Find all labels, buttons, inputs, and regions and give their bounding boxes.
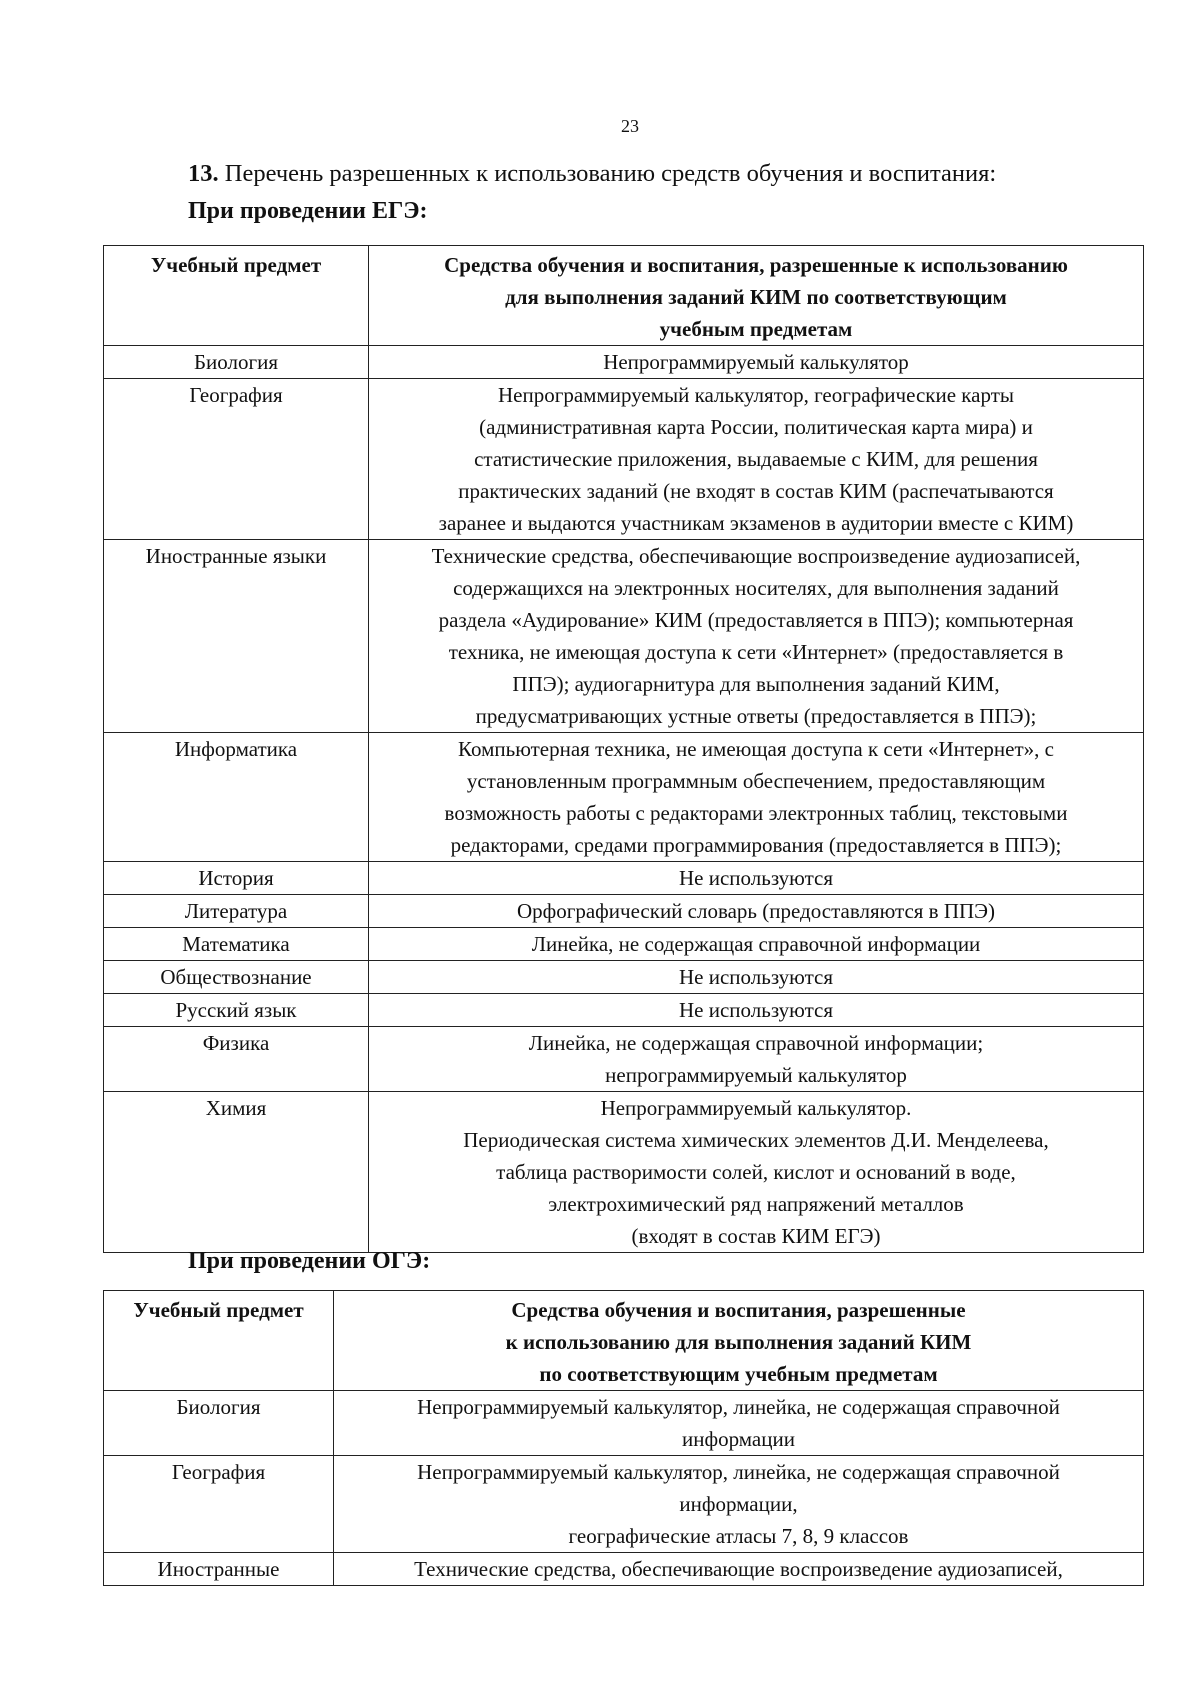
subject-cell: Русский язык [104,994,369,1027]
oge-col-tools: Средства обучения и воспитания, разрешенные к использованию для выполнения заданий КИМ по соответствующим учебным предметам [334,1291,1144,1391]
table-row [104,1092,1144,1253]
tools-cell: Не используются [369,994,1144,1027]
table-row [104,1553,1144,1586]
subject-cell: Химия [104,1092,369,1253]
oge-header-row [104,1291,1144,1391]
subject-cell: География [104,379,369,540]
table-row [104,1027,1144,1092]
oge-col-subject: Учебный предмет [104,1291,334,1391]
tools-cell: Линейка, не содержащая справочной информации; непрограммируемый калькулятор [369,1027,1144,1092]
page-number: 23 [621,116,639,136]
subject-cell: Обществознание [104,961,369,994]
section-number: 13. [188,160,219,187]
tools-cell: Непрограммируемый калькулятор, географические карты (административная карта России, политическая карта мира) и статистические приложения, выдаваемые с КИМ, для решения практических заданий (не входят в состав КИМ (распечатываются заранее и выдаются участникам экзаменов в аудитории вместе с КИМ) [369,379,1144,540]
tools-cell: Компьютерная техника, не имеющая доступа к сети «Интернет», с установленным программным обеспечением, предоставляющим возможность работы с редакторами электронных таблиц, текстовыми редакторами, средами программирования (предоставляется в ППЭ); [369,733,1144,862]
subject-cell: Биология [104,346,369,379]
table-row [104,862,1144,895]
subject-cell: История [104,862,369,895]
subject-cell: Биология [104,1391,334,1456]
table-row [104,379,1144,540]
tools-cell: Непрограммируемый калькулятор. Периодическая система химических элементов Д.И. Менделеева, таблица растворимости солей, кислот и оснований в воде, электрохимический ряд напряжений металлов (входят в состав КИМ ЕГЭ) [369,1092,1144,1253]
subject-cell: Иностранные [104,1553,334,1586]
tools-cell: Технические средства, обеспечивающие воспроизведение аудиозаписей, содержащихся на электронных носителях, для выполнения заданий раздела «Аудирование» КИМ (предоставляется в ППЭ); компьютерная техника, не имеющая доступа к сети «Интернет» (предоставляется в ППЭ); аудиогарнитура для выполнения заданий КИМ, предусматривающих устные ответы (предоставляется в ППЭ); [369,540,1144,733]
tools-cell: Не используются [369,862,1144,895]
tools-cell: Непрограммируемый калькулятор [369,346,1144,379]
subject-cell: Математика [104,928,369,961]
tools-cell: Непрограммируемый калькулятор, линейка, не содержащая справочной информации, географические атласы 7, 8, 9 классов [334,1456,1144,1553]
tools-cell: Линейка, не содержащая справочной информации [369,928,1144,961]
subject-cell: Информатика [104,733,369,862]
table-row [104,346,1144,379]
table-row [104,1391,1144,1456]
table-row [104,733,1144,862]
oge-table [103,1290,1144,1586]
table-row [104,895,1144,928]
ege-heading: При проведении ЕГЭ: [188,198,428,224]
ege-header-row [104,246,1144,346]
table-row [104,540,1144,733]
subject-cell: Физика [104,1027,369,1092]
ege-col-tools: Средства обучения и воспитания, разрешенные к использованию для выполнения заданий КИМ по соответствующим учебным предметам [369,246,1144,346]
section-title-text: Перечень разрешенных к использованию средств обучения и воспитания: [224,160,997,187]
table-row [104,994,1144,1027]
table-row [104,961,1144,994]
tools-cell: Не используются [369,961,1144,994]
tools-cell: Орфографический словарь (предоставляются в ППЭ) [369,895,1144,928]
oge-heading: При проведении ОГЭ: [188,1248,431,1274]
tools-cell: Технические средства, обеспечивающие воспроизведение аудиозаписей, [334,1553,1144,1586]
ege-col-subject: Учебный предмет [104,246,369,346]
table-row [104,928,1144,961]
section-title [188,160,996,188]
tools-cell: Непрограммируемый калькулятор, линейка, не содержащая справочной информации [334,1391,1144,1456]
subject-cell: География [104,1456,334,1553]
subject-cell: Иностранные языки [104,540,369,733]
subject-cell: Литература [104,895,369,928]
ege-table [103,245,1144,1253]
table-row [104,1456,1144,1553]
